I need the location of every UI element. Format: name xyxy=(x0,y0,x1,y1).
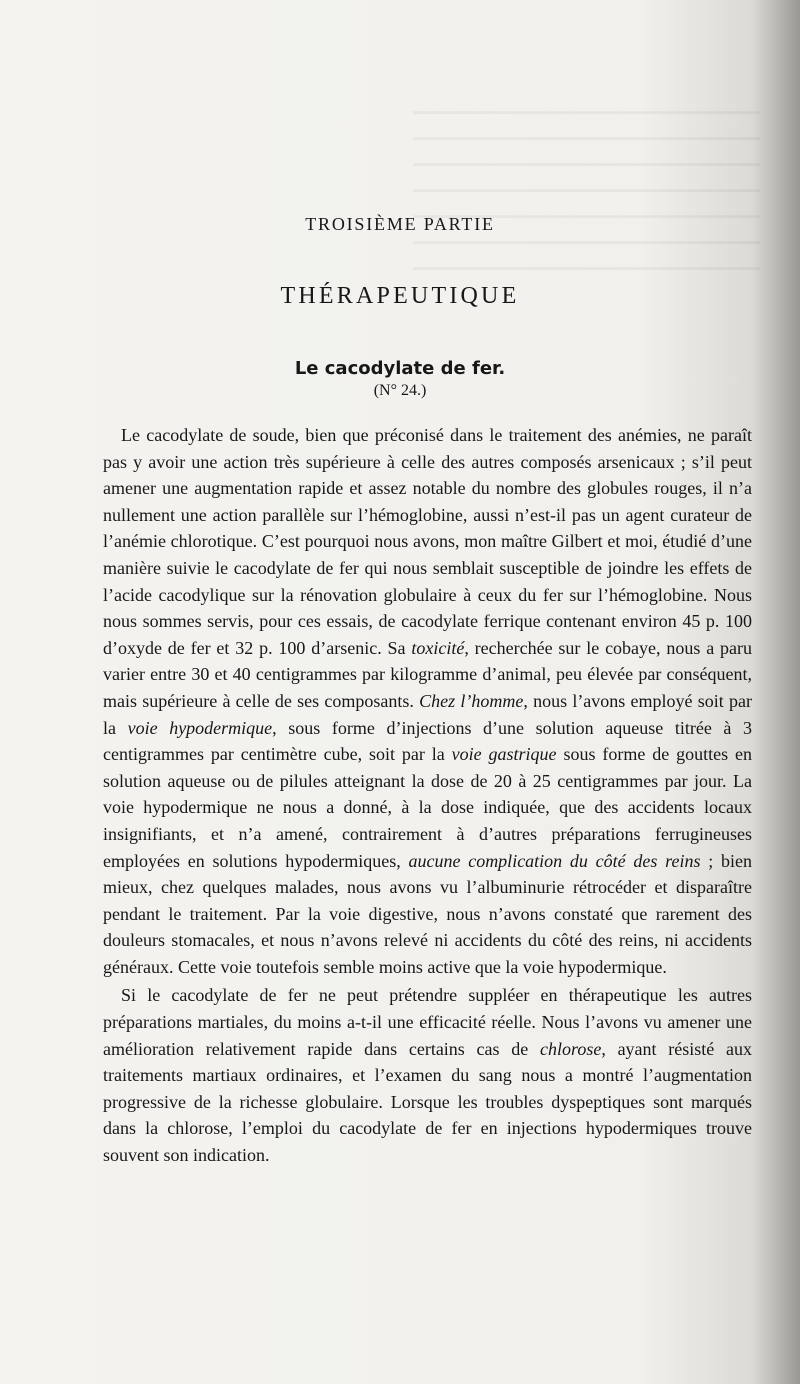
text-run: Si le cacodylate de fer ne peut prétendre suppléer en thérapeutique les autres préparations martiales, du moins a-t-il une efficacité réelle. Nous l’avons vu amener une amélioration relativement rapide dans certains cas de xyxy=(103,985,752,1059)
section-title: THÉRAPEUTIQUE xyxy=(280,283,520,309)
italic-run: toxicité xyxy=(411,637,465,658)
text-run: , sous forme d’injections d’une solution aqueuse titrée à 3 centigrammes par centimètre cube, soit par la xyxy=(103,717,753,765)
text-run: Le cacodylate de soude, bien que préconisé dans le traitement des anémies, ne paraît pas y avoir une action très supérieure à celle des autres composés arsenicaux ; s’il peut amener une augmentation rapide et assez notable du nombre des globules rouges, il n’a nullement une action parallèle sur l’hémoglobine, aussi n’est-il pas un agent curateur de l’anémie chlorotique. C’est pourquoi nous avons, mon maître Gilbert et moi, étudié d’une manière suivie le cacodylate de fer qui nous semblait susceptible de joindre les effets de l’acide cacodylique sur la rénovation globulaire à ceux du fer sur l’hémoglobine. Nous nous sommes servis, pour ces essais, de cacodylate ferrique contenant environ 45 p. 100 d’oxyde de fer et 32 p. 100 d’arsenic. Sa xyxy=(103,425,752,658)
paragraph-2 xyxy=(103,982,752,1168)
article-body xyxy=(103,422,752,1169)
article-heading: Le cacodylate de fer. xyxy=(294,358,506,379)
italic-run: aucune complication du côté des reins xyxy=(408,850,701,871)
italic-run: chlorose xyxy=(540,1038,602,1059)
text-run: , ayant résisté aux traitements martiaux ordinaires, et l’examen du sang nous a montré l’augmentation progressive de la richesse globulaire. Lorsque les troubles dyspeptiques sont marqués dans la chlorose, l’emploi du cacodylate de fer en injections hypodermiques trouve souvent son indication. xyxy=(103,1038,752,1166)
bleed-through-texture: ━━━━━━━━━━━━━━━━━━━━━━━━━━━━━━━━━━━━ ━━━━━━━━━━━━━━━━━━━━━━━━━━━━━━━━━━━━ ━━━━━━━━━━━━━━━━━━━━━━━━━━━━━━━━━━━━ ━━━━━━━━━━━━━━━━━━━━━━━━━━━━━━━━━━━━ ━━━━━━━━━━━━━━━━━━━━━━━━━━━━━━━━━━━━ ━━━━━━━━━━━━━━━━━━━━━━━━━━━━━━━━━━━━ ━━━━━━━━━━━━━━━━━━━━━━━━━━━━━━━━━━━━ xyxy=(413,103,760,278)
text-run: ; bien mieux, chez quelques malades, nous avons vu l’albuminurie rétrocéder et disparaître pendant le traitement. Par la voie digestive, nous n’avons constaté que rarement des douleurs stomacales, et nous n’avons relevé ni accidents du côté des reins, ni accidents généraux. Cette voie toutefois semble moins active que la voie hypodermique. xyxy=(103,850,752,977)
article-number: (N° 24.) xyxy=(373,382,427,399)
paragraph-1 xyxy=(103,422,752,980)
text-run: , recherchée sur le cobaye, nous a paru varier entre 30 et 40 centigrammes par kilogramme d’animal, peu élevée par conséquent, mais supérieure à celle de ses composants. xyxy=(103,637,752,711)
part-heading: TROISIÈME PARTIE xyxy=(305,214,495,234)
italic-run: Chez l’homme xyxy=(419,690,524,711)
italic-run: voie hypodermique xyxy=(127,717,273,738)
text-run: sous forme de gouttes en solution aqueuse ou de pilules atteignant la dose de 20 à 25 centigrammes par jour. La voie hypodermique ne nous a donné, à la dose indiquée, que des accidents locaux insignifiants, et n’a amené, contrairement à d’autres préparations ferrugineuses employées en solutions hypodermiques, xyxy=(103,744,753,871)
italic-run: voie gastrique xyxy=(451,744,557,765)
text-run: , nous l’avons employé soit par la xyxy=(103,690,753,738)
